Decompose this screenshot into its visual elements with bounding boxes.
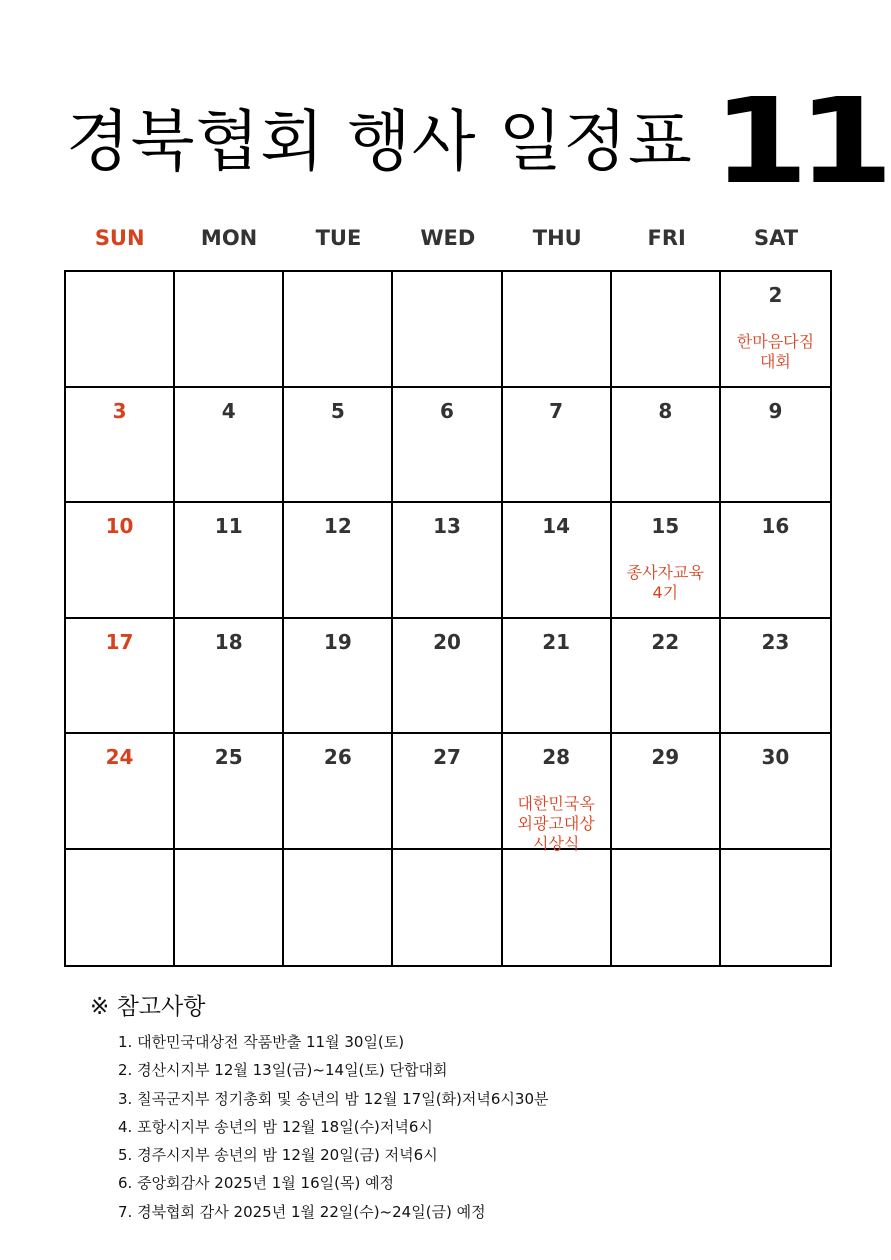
day-number: 27 <box>433 745 461 769</box>
day-number: 17 <box>105 629 134 654</box>
calendar-cell <box>175 619 284 735</box>
day-number: 19 <box>323 629 352 654</box>
note-item: 7. 경북협회 감사 2025년 1월 22일(수)~24일(금) 예정 <box>118 1202 486 1221</box>
note-item: 6. 중앙회감사 2025년 1월 16일(목) 예정 <box>118 1174 395 1193</box>
note-item: 5. 경주시지부 송년의 밤 12월 20일(금) 저녁6시 <box>118 1146 438 1165</box>
calendar-cell <box>175 272 284 388</box>
calendar-cell <box>721 388 830 504</box>
calendar-cell <box>721 503 830 619</box>
calendar-cell <box>393 272 502 388</box>
note-item: 3. 칠곡군지부 정기총회 및 송년의 밤 12월 17일(화)저녁6시30분 <box>118 1089 549 1108</box>
day-number: 22 <box>651 629 680 654</box>
note-item: 1. 대한민국대상전 작품반출 11월 30일(토) <box>118 1033 405 1051</box>
calendar-cell <box>503 734 612 853</box>
calendar-cell <box>721 850 830 966</box>
calendar-cell <box>284 734 393 850</box>
day-number: 2 <box>768 283 783 307</box>
day-number: 8 <box>658 398 673 423</box>
day-number: 3 <box>112 398 127 423</box>
weekday-sun: SUN <box>94 226 145 250</box>
calendar-cell <box>284 619 393 735</box>
calendar-cell <box>284 503 393 619</box>
weekday-wed: WED <box>420 226 476 250</box>
calendar-cell <box>393 850 502 966</box>
weekday-thu: THU <box>532 226 582 250</box>
calendar-cell <box>393 503 502 619</box>
weekday-tue: TUE <box>315 226 362 250</box>
note-item: 2. 경산시지부 12월 13일(금)~14일(토) 단합대회 <box>118 1061 448 1080</box>
weekday-sat: SAT <box>754 226 799 250</box>
calendar-cell <box>66 388 175 504</box>
day-number: 23 <box>761 629 790 654</box>
day-number: 28 <box>542 745 571 769</box>
event-label: 종사자교육 4기 <box>626 563 704 602</box>
calendar-cell <box>175 503 284 619</box>
calendar-cell <box>612 850 721 966</box>
event-label: 대한민국옥 외광고대상 시상식 <box>517 794 595 853</box>
calendar-cell <box>503 503 612 619</box>
calendar-cell <box>393 734 502 850</box>
day-number: 18 <box>214 629 243 654</box>
day-number: 5 <box>330 398 345 423</box>
day-number: 13 <box>433 514 461 538</box>
calendar-cell <box>503 388 612 504</box>
calendar-cell <box>393 619 502 735</box>
calendar-cell <box>284 272 393 388</box>
calendar-cell <box>66 850 175 966</box>
day-number: 11 <box>214 514 243 538</box>
calendar-cell <box>284 388 393 504</box>
calendar-cell <box>66 734 175 850</box>
weekday-mon: MON <box>200 226 258 250</box>
day-number: 10 <box>105 514 134 538</box>
calendar-cell <box>612 734 721 850</box>
weekday-fri: FRI <box>647 226 686 250</box>
day-number: 30 <box>761 745 790 769</box>
calendar-cell <box>503 619 612 735</box>
calendar-cell <box>66 272 175 388</box>
page-title: 경북협회 행사 일정표 <box>66 103 693 180</box>
day-number: 6 <box>440 398 454 423</box>
calendar-cell <box>612 503 721 619</box>
day-number: 12 <box>323 514 352 538</box>
calendar-cell <box>66 503 175 619</box>
day-number: 7 <box>549 398 564 423</box>
day-number: 26 <box>323 745 352 769</box>
day-number: 4 <box>221 398 236 423</box>
day-number: 20 <box>433 629 461 654</box>
calendar-cell <box>612 388 721 504</box>
day-number: 29 <box>651 745 680 769</box>
day-number: 14 <box>542 514 571 538</box>
calendar-cell <box>721 272 830 388</box>
calendar-cell <box>175 734 284 850</box>
weekday-header <box>65 226 831 250</box>
calendar-cell <box>612 272 721 388</box>
calendar-cell <box>393 388 502 504</box>
day-number: 16 <box>761 514 790 538</box>
calendar-cell <box>503 272 612 388</box>
calendar-cell <box>721 734 830 850</box>
calendar-cell <box>284 850 393 966</box>
calendar-grid <box>64 270 832 967</box>
notes-list <box>118 1028 549 1226</box>
note-item: 4. 포항시지부 송년의 밤 12월 18일(수)저녁6시 <box>118 1117 433 1136</box>
day-number: 21 <box>542 629 571 654</box>
calendar-cell <box>175 850 284 966</box>
calendar-cell <box>175 388 284 504</box>
notes-title: ※ 참고사항 <box>90 994 206 1020</box>
day-number: 24 <box>105 745 134 769</box>
calendar-cell <box>721 619 830 735</box>
day-number: 25 <box>214 745 243 769</box>
day-number: 15 <box>651 514 680 538</box>
month-number: 11 <box>712 72 883 210</box>
day-number: 9 <box>768 398 783 423</box>
event-label: 한마음다짐 대회 <box>736 332 815 371</box>
calendar-cell <box>66 619 175 735</box>
calendar-cell <box>612 619 721 735</box>
calendar-cell <box>503 850 612 966</box>
